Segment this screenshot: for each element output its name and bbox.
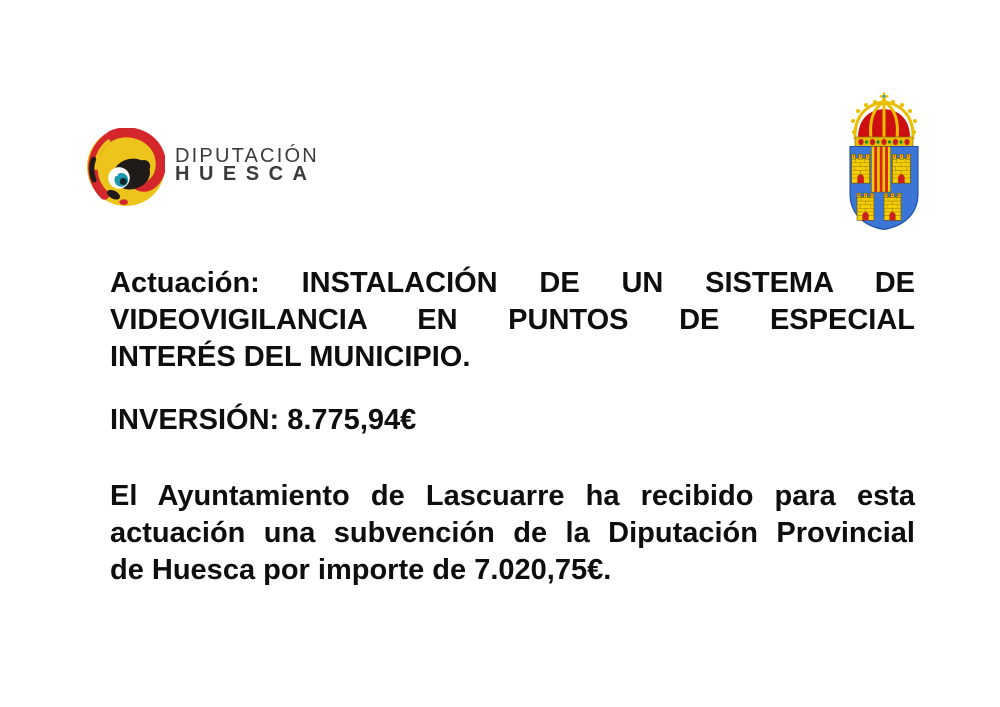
text-line: El Ayuntamiento de Lascuarre ha recibido para esta [110,480,915,512]
wordmark-huesca: HUESCA [175,163,317,185]
aragon-stripes [872,147,891,193]
municipal-coat-of-arms-icon [835,90,935,240]
text-line: INVERSIÓN: 8.775,94€ [110,404,417,436]
diputacion-huesca-logo-icon [87,128,165,206]
text-line: de Huesca por importe de 7.020,75€. [110,554,612,586]
crown-orb [883,95,886,98]
paragraph-subvencion [110,478,915,589]
text-line: Actuación: INSTALACIÓN DE UN SISTEMA DE [110,267,915,299]
paragraph-inversion [110,402,915,439]
crown [851,93,917,148]
logo-black-left-arc [92,159,94,180]
logo-eye-glint [115,173,118,176]
aragon-red-stripes [874,147,888,193]
paragraph-actuacion [110,265,915,376]
text-line: actuación una subvención de la Diputación Provincial [110,517,915,549]
wordmark-diputacion: DIPUTACIÓN [175,145,319,167]
logo-red-bottom-dot [119,199,128,205]
text-line: VIDEOVIGILANCIA EN PUNTOS DE ESPECIAL [110,304,915,336]
logo-eye-pupil [120,178,127,185]
text-line: INTERÉS DEL MUNICIPIO. [110,341,471,373]
